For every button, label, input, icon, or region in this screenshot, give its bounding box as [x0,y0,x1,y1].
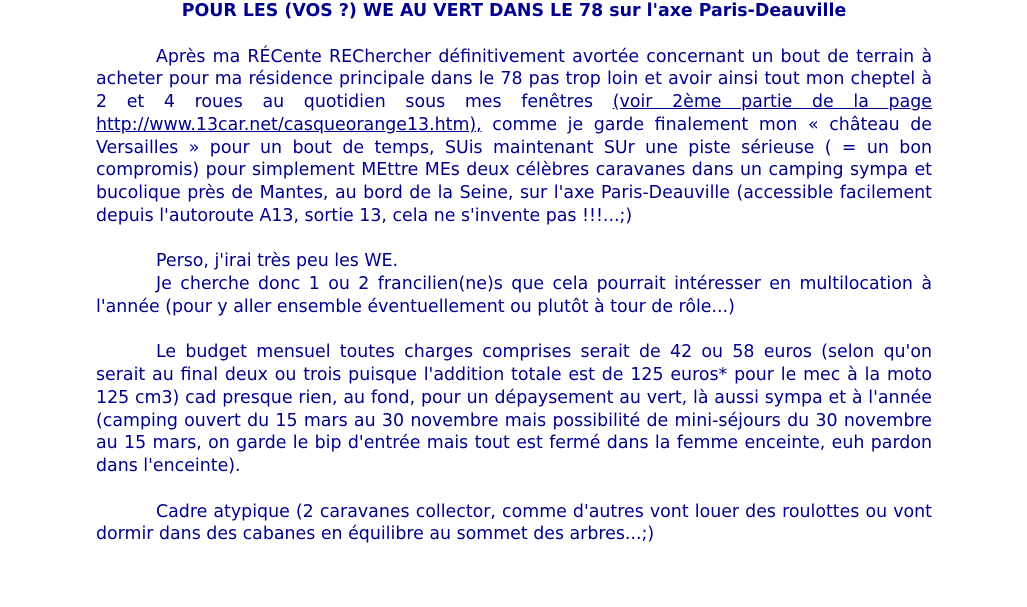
document-body [96,0,932,546]
paragraph-search: Je cherche donc 1 ou 2 francilien(ne)s que cela pourrait intéresser en multilocation à l'année (pour y aller ensemble éventuellement ou plutôt à tour de rôle...) [96,274,932,317]
paragraph-cadre: Cadre atypique (2 caravanes collector, comme d'autres vont louer des roulottes ou vont dormir dans des cabanes en équilibre au sommet des arbres...;) [96,501,932,545]
paragraph-intro [96,46,932,228]
spacer [96,228,932,251]
spacer [96,478,932,501]
paragraph-perso: Perso, j'irai très peu les WE. [156,251,399,272]
page-title: POUR LES (VOS ?) WE AU VERT DANS LE 78 sur l'axe Paris-Deauville [181,1,847,21]
spacer [96,319,932,342]
intro-text-end: comme je garde finalement mon « château de Versailles » pour un bout de temps, SUis maintenant SUr une piste sérieuse ( = un bon compromis) pour simplement MEttre MEs deux célèbres caravanes dans un camping sympa et bucolique près de Mantes, au bord de la Seine, sur l'axe Paris-Deauville (accessible facilement depuis l'autoroute A13, sortie 13, cela ne s'invente pas !!!...;) [96,114,932,226]
casqueorange-link[interactable]: (voir 2ème partie de la page http://www.13car.net/casqueorange13.htm), [96,92,932,135]
spacer [96,23,932,46]
paragraph-budget: Le budget mensuel toutes charges comprises serait de 42 ou 58 euros (selon qu'on serait au final deux ou trois puisque l'addition totale est de 125 euros* pour le mec à la moto 125 cm3) cad presque rien, au fond, pour un dépaysement au vert, là aussi sympa et à l'année (camping ouvert du 15 mars au 30 novembre mais possibilité de mini-séjours du 30 novembre au 15 mars, on garde le bip d'entrée mais tout est fermé dans la femme enceinte, euh pardon dans l'enceinte). [96,342,932,476]
intro-text-start: Après ma RÉCente REChercher définitivement avortée concernant un bout de terrain à acheter pour ma résidence principale dans le 78 pas trop loin et avoir ainsi tout mon cheptel à 2 et 4 roues au quotidien sous mes fenêtres [96,46,932,112]
